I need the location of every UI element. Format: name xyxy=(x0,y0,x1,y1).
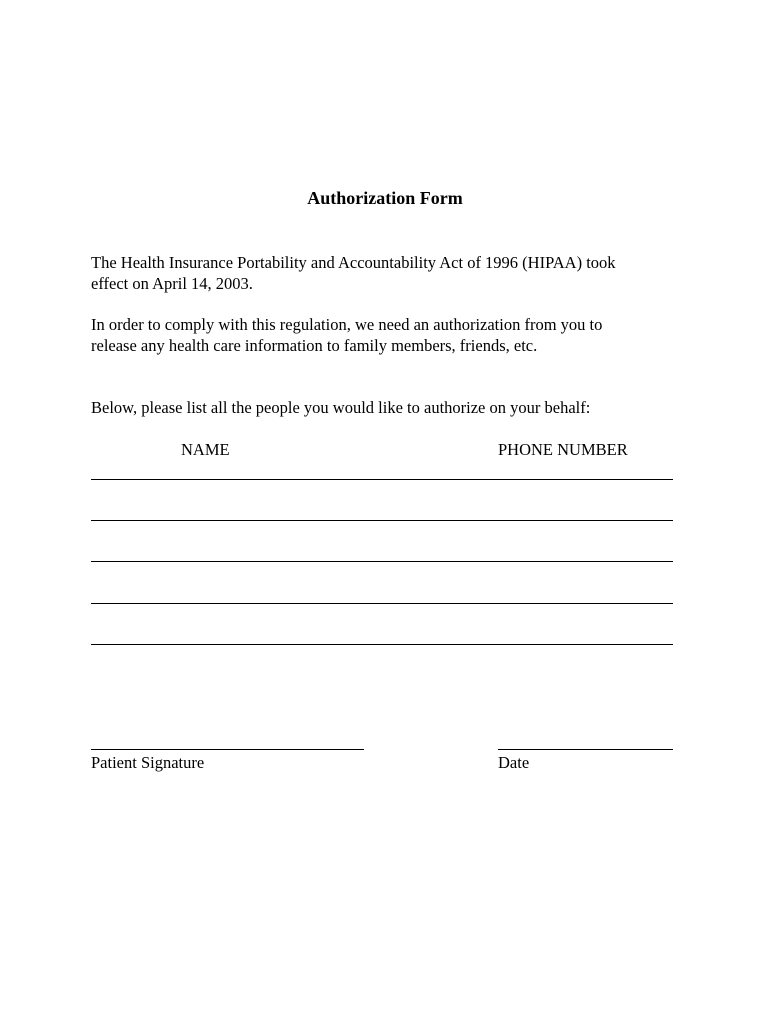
name-column-header: NAME xyxy=(181,440,230,459)
regulation-line: release any health care information to family members, friends, etc. xyxy=(91,336,538,355)
list-instruction: Below, please list all the people you would like to authorize on your behalf: xyxy=(91,398,591,417)
authorized-person-entry-line[interactable] xyxy=(91,561,673,562)
hipaa-intro-line: effect on April 14, 2003. xyxy=(91,274,253,293)
phone-number-column-header: PHONE NUMBER xyxy=(498,440,628,459)
form-title: Authorization Form xyxy=(307,188,463,208)
signature-date-line[interactable] xyxy=(498,749,673,750)
authorized-person-entry-line[interactable] xyxy=(91,520,673,521)
authorized-person-entry-line[interactable] xyxy=(91,603,673,604)
patient-signature-line[interactable] xyxy=(91,749,364,750)
signature-date-label: Date xyxy=(498,753,530,772)
hipaa-intro-line: The Health Insurance Portability and Accountability Act of 1996 (HIPAA) took xyxy=(91,253,616,272)
authorized-person-entry-line[interactable] xyxy=(91,644,673,645)
hipaa-intro-paragraph xyxy=(91,252,691,294)
regulation-paragraph xyxy=(91,314,691,356)
authorized-person-entry-line[interactable] xyxy=(91,479,673,480)
regulation-line: In order to comply with this regulation, we need an authorization from you to xyxy=(91,315,603,334)
patient-signature-label: Patient Signature xyxy=(91,753,205,772)
